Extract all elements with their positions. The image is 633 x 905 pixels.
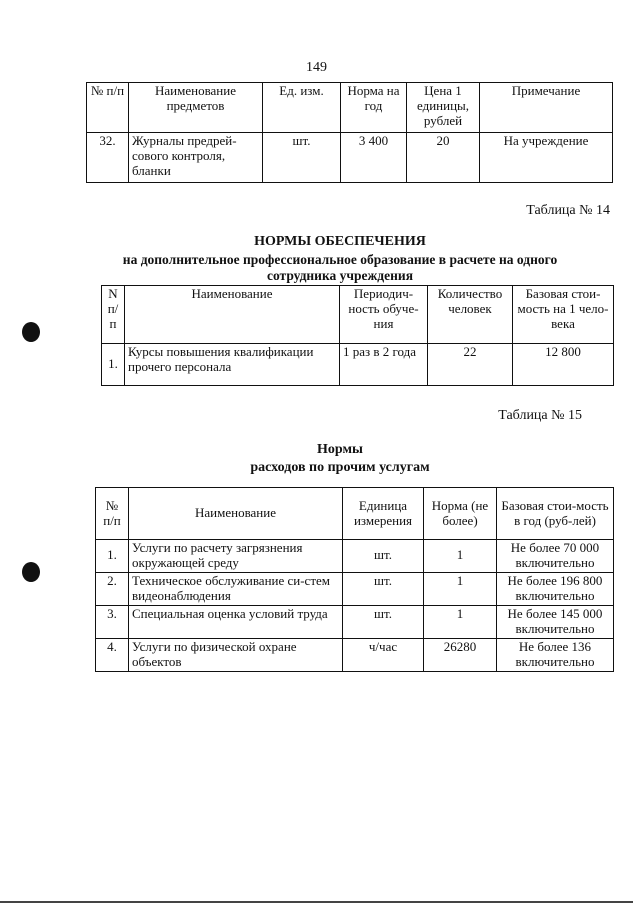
table-cell: 1 — [424, 540, 497, 573]
col-header: Наименование — [125, 286, 340, 344]
table-cell: 4. — [96, 638, 129, 671]
table-cell: Не более 196 800 включительно — [497, 572, 614, 605]
table-row — [96, 638, 614, 671]
table-15 — [95, 487, 614, 672]
table-row — [96, 540, 614, 573]
table-top — [86, 82, 613, 183]
table-cell: Услуги по расчету загрязнения окружающей среду — [129, 540, 343, 573]
col-header: Периодич-ность обуче-ния — [340, 286, 428, 344]
table-cell: Журналы предрей-сового контроля, бланки — [129, 133, 263, 183]
table-cell: 3 400 — [341, 133, 407, 183]
page-number: 149 — [306, 60, 327, 75]
col-header: Базовая стои-мость в год (руб-лей) — [497, 488, 614, 540]
col-header: № п/п — [87, 83, 129, 133]
page-bottom-edge — [0, 901, 633, 903]
table-row — [96, 572, 614, 605]
table-14 — [101, 285, 614, 386]
col-header: Наименование — [129, 488, 343, 540]
table-cell: шт. — [343, 572, 424, 605]
table-cell: Техническое обслуживание си-стем видеонаблюдения — [129, 572, 343, 605]
table15-title: Нормы — [317, 442, 363, 457]
table-cell: 26280 — [424, 638, 497, 671]
table-cell: На учреждение — [480, 133, 613, 183]
punch-hole — [22, 322, 40, 342]
col-header: № п/п — [96, 488, 129, 540]
table-cell: 20 — [407, 133, 480, 183]
col-header: Цена 1 единицы, рублей — [407, 83, 480, 133]
table-cell: 1. — [96, 540, 129, 573]
table-cell: 1. — [102, 344, 125, 386]
col-header: Наименование предметов — [129, 83, 263, 133]
table-cell: Услуги по физической охране объектов — [129, 638, 343, 671]
table14-title: НОРМЫ ОБЕСПЕЧЕНИЯ — [254, 234, 426, 249]
table-header-row — [96, 488, 614, 540]
table-row — [96, 605, 614, 638]
punch-hole — [22, 562, 40, 582]
table-cell: шт. — [343, 605, 424, 638]
table-header-row — [102, 286, 614, 344]
table-cell: 1 — [424, 605, 497, 638]
col-header: Норма на год — [341, 83, 407, 133]
table-cell: Курсы повышения квалификации прочего персонала — [125, 344, 340, 386]
table14-caption: Таблица № 14 — [526, 203, 610, 218]
col-header: Единица измерения — [343, 488, 424, 540]
table-cell: шт. — [263, 133, 341, 183]
table-header-row — [87, 83, 613, 133]
table-cell: 32. — [87, 133, 129, 183]
table-row — [87, 133, 613, 183]
table14-subtitle: на дополнительное профессиональное образование в расчете на одного сотрудника учреждения — [122, 252, 558, 283]
table-cell: Не более 70 000 включительно — [497, 540, 614, 573]
col-header: Количество человек — [428, 286, 513, 344]
table-row — [102, 344, 614, 386]
table15-caption: Таблица № 15 — [498, 408, 582, 423]
col-header: Ед. изм. — [263, 83, 341, 133]
table-cell: 22 — [428, 344, 513, 386]
col-header: Базовая стои-мость на 1 чело-века — [513, 286, 614, 344]
table-cell: Не более 136 включительно — [497, 638, 614, 671]
col-header: N п/ п — [102, 286, 125, 344]
table-cell: Не более 145 000 включительно — [497, 605, 614, 638]
table-cell: 1 раз в 2 года — [340, 344, 428, 386]
col-header: Норма (не более) — [424, 488, 497, 540]
table-cell: 2. — [96, 572, 129, 605]
table-cell: ч/час — [343, 638, 424, 671]
table-cell: 3. — [96, 605, 129, 638]
table-cell: 1 — [424, 572, 497, 605]
col-header: Примечание — [480, 83, 613, 133]
table-cell: 12 800 — [513, 344, 614, 386]
table-cell: Специальная оценка условий труда — [129, 605, 343, 638]
table15-subtitle: расходов по прочим услугам — [250, 460, 430, 475]
table-cell: шт. — [343, 540, 424, 573]
